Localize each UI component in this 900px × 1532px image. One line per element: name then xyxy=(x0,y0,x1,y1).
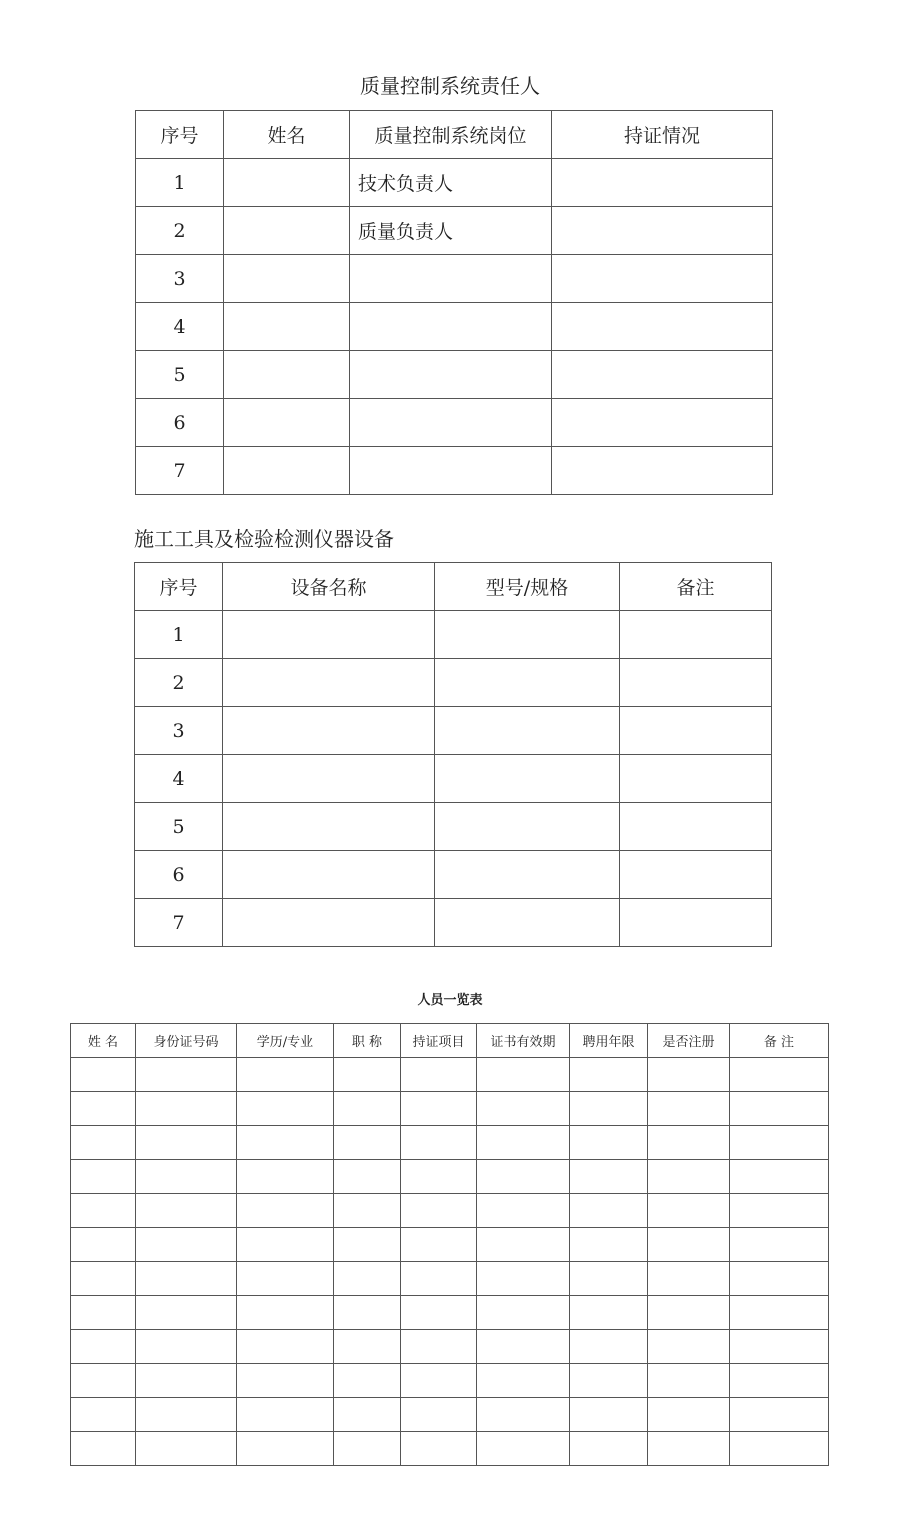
table-cell xyxy=(136,1296,237,1330)
table-row xyxy=(71,1058,829,1092)
table-cell xyxy=(334,1262,401,1296)
table-cell xyxy=(237,1194,334,1228)
header-cell: 设备名称 xyxy=(223,563,435,611)
table-cell xyxy=(401,1330,477,1364)
table-cell xyxy=(334,1228,401,1262)
table-cell xyxy=(552,351,773,399)
table-cell: 2 xyxy=(136,207,224,255)
table-cell xyxy=(71,1432,136,1466)
table-cell: 1 xyxy=(136,159,224,207)
table-cell: 1 xyxy=(135,611,223,659)
table-cell xyxy=(223,803,435,851)
table-cell xyxy=(552,255,773,303)
table-cell xyxy=(401,1364,477,1398)
table-cell xyxy=(570,1092,648,1126)
table-cell xyxy=(237,1296,334,1330)
table-header-row xyxy=(71,1024,829,1058)
table-cell xyxy=(237,1432,334,1466)
table-cell: 5 xyxy=(135,803,223,851)
table-row xyxy=(71,1228,829,1262)
quality-control-table xyxy=(135,110,773,495)
table-cell xyxy=(334,1126,401,1160)
table-cell xyxy=(350,255,552,303)
table-cell xyxy=(350,447,552,495)
table-cell xyxy=(435,707,620,755)
table-cell xyxy=(401,1432,477,1466)
table-cell xyxy=(620,755,772,803)
table-cell xyxy=(71,1228,136,1262)
table-cell xyxy=(570,1296,648,1330)
table-cell xyxy=(730,1126,829,1160)
table-cell xyxy=(477,1194,570,1228)
table-cell xyxy=(237,1262,334,1296)
header-cell: 序号 xyxy=(136,111,224,159)
table-cell xyxy=(730,1160,829,1194)
table-cell: 7 xyxy=(136,447,224,495)
table-cell xyxy=(401,1126,477,1160)
table-cell xyxy=(435,899,620,947)
table-cell xyxy=(136,1228,237,1262)
table-row xyxy=(136,159,773,207)
table-row xyxy=(136,255,773,303)
table-cell xyxy=(237,1092,334,1126)
table-row xyxy=(135,803,772,851)
table-cell xyxy=(648,1160,730,1194)
table-cell xyxy=(224,351,350,399)
table-cell xyxy=(223,851,435,899)
header-cell: 质量控制系统岗位 xyxy=(350,111,552,159)
table-row xyxy=(71,1126,829,1160)
table-cell xyxy=(401,1296,477,1330)
table-cell xyxy=(570,1194,648,1228)
table-cell xyxy=(223,611,435,659)
table-cell xyxy=(71,1058,136,1092)
table-cell xyxy=(350,303,552,351)
table-cell xyxy=(620,851,772,899)
table-cell xyxy=(570,1364,648,1398)
equipment-table xyxy=(134,562,772,947)
table-row xyxy=(136,351,773,399)
table-cell xyxy=(620,707,772,755)
header-cell: 持证情况 xyxy=(552,111,773,159)
table-cell xyxy=(730,1364,829,1398)
table-cell: 6 xyxy=(136,399,224,447)
table-cell xyxy=(71,1126,136,1160)
table-cell xyxy=(648,1262,730,1296)
table-row xyxy=(71,1296,829,1330)
table-cell xyxy=(435,611,620,659)
table-cell xyxy=(552,303,773,351)
table-cell: 7 xyxy=(135,899,223,947)
table-cell xyxy=(730,1194,829,1228)
table-cell xyxy=(552,159,773,207)
table-cell xyxy=(71,1092,136,1126)
table-cell xyxy=(237,1364,334,1398)
table-cell xyxy=(477,1330,570,1364)
table-row xyxy=(136,399,773,447)
table-row xyxy=(135,851,772,899)
header-cell: 持证项目 xyxy=(401,1024,477,1058)
header-cell: 备 注 xyxy=(730,1024,829,1058)
header-cell: 学历/专业 xyxy=(237,1024,334,1058)
table-cell xyxy=(730,1228,829,1262)
table-cell xyxy=(71,1296,136,1330)
table-cell xyxy=(237,1160,334,1194)
table-row xyxy=(135,707,772,755)
table-cell xyxy=(224,255,350,303)
table-row xyxy=(136,447,773,495)
table-cell xyxy=(350,399,552,447)
table-cell xyxy=(334,1330,401,1364)
table-cell xyxy=(224,447,350,495)
table-cell xyxy=(477,1160,570,1194)
table-cell xyxy=(570,1262,648,1296)
table-cell xyxy=(334,1432,401,1466)
header-cell: 聘用年限 xyxy=(570,1024,648,1058)
table-cell: 4 xyxy=(135,755,223,803)
table-cell xyxy=(136,1432,237,1466)
table-cell xyxy=(136,1330,237,1364)
table-row xyxy=(71,1364,829,1398)
table-cell xyxy=(570,1330,648,1364)
table-cell xyxy=(552,399,773,447)
header-cell: 姓名 xyxy=(224,111,350,159)
table-cell xyxy=(570,1058,648,1092)
table-cell xyxy=(136,1126,237,1160)
table-cell xyxy=(334,1160,401,1194)
table-cell xyxy=(730,1092,829,1126)
table-cell xyxy=(570,1126,648,1160)
table-cell xyxy=(71,1160,136,1194)
table-cell xyxy=(570,1432,648,1466)
table-cell xyxy=(334,1296,401,1330)
table-cell xyxy=(648,1296,730,1330)
table-cell xyxy=(435,755,620,803)
table-cell: 4 xyxy=(136,303,224,351)
header-cell: 序号 xyxy=(135,563,223,611)
table-cell xyxy=(477,1126,570,1160)
table-cell xyxy=(71,1398,136,1432)
table-row xyxy=(71,1194,829,1228)
table-cell xyxy=(237,1398,334,1432)
table-cell: 2 xyxy=(135,659,223,707)
header-cell: 职 称 xyxy=(334,1024,401,1058)
table-cell xyxy=(477,1398,570,1432)
table-row xyxy=(71,1398,829,1432)
table-cell xyxy=(401,1092,477,1126)
table-row xyxy=(71,1330,829,1364)
table-cell xyxy=(648,1432,730,1466)
table-cell xyxy=(648,1330,730,1364)
table-header-row xyxy=(135,563,772,611)
table-cell xyxy=(223,899,435,947)
table-cell xyxy=(401,1228,477,1262)
table-cell xyxy=(224,207,350,255)
table-cell xyxy=(570,1398,648,1432)
header-cell: 证书有效期 xyxy=(477,1024,570,1058)
table-cell xyxy=(401,1058,477,1092)
table-cell xyxy=(620,659,772,707)
table-cell xyxy=(552,207,773,255)
header-cell: 备注 xyxy=(620,563,772,611)
header-cell: 姓 名 xyxy=(71,1024,136,1058)
table-cell xyxy=(648,1092,730,1126)
table-cell xyxy=(730,1330,829,1364)
table-cell xyxy=(401,1398,477,1432)
personnel-list-title: 人员一览表 xyxy=(417,993,483,1008)
table-cell xyxy=(136,1160,237,1194)
table-cell xyxy=(334,1058,401,1092)
table-cell xyxy=(730,1432,829,1466)
table-cell xyxy=(620,899,772,947)
table-row xyxy=(136,207,773,255)
table-cell xyxy=(730,1398,829,1432)
personnel-table xyxy=(70,1023,829,1466)
table-cell xyxy=(648,1194,730,1228)
table-cell: 质量负责人 xyxy=(350,207,552,255)
table-cell: 3 xyxy=(136,255,224,303)
table-cell xyxy=(730,1058,829,1092)
table-cell xyxy=(477,1228,570,1262)
table-cell xyxy=(334,1398,401,1432)
table-cell xyxy=(136,1194,237,1228)
table-cell xyxy=(224,303,350,351)
table-cell xyxy=(136,1398,237,1432)
table-cell xyxy=(570,1160,648,1194)
table-cell xyxy=(223,755,435,803)
table-row xyxy=(135,611,772,659)
table-cell xyxy=(401,1262,477,1296)
table-cell xyxy=(136,1058,237,1092)
table-header-row xyxy=(136,111,773,159)
table-cell xyxy=(648,1364,730,1398)
table-cell xyxy=(477,1296,570,1330)
table-cell xyxy=(648,1228,730,1262)
table-cell xyxy=(223,707,435,755)
table-cell xyxy=(334,1092,401,1126)
table-cell xyxy=(223,659,435,707)
table-cell xyxy=(224,399,350,447)
quality-control-title: 质量控制系统责任人 xyxy=(360,74,540,98)
table-cell xyxy=(435,659,620,707)
table-cell xyxy=(401,1194,477,1228)
table-cell xyxy=(71,1194,136,1228)
table-cell xyxy=(237,1330,334,1364)
table-cell xyxy=(401,1160,477,1194)
table-cell xyxy=(224,159,350,207)
table-cell xyxy=(136,1092,237,1126)
table-cell xyxy=(334,1364,401,1398)
table-cell: 5 xyxy=(136,351,224,399)
table-cell xyxy=(648,1398,730,1432)
header-cell: 型号/规格 xyxy=(435,563,620,611)
table-cell xyxy=(552,447,773,495)
table-cell xyxy=(350,351,552,399)
table-cell xyxy=(477,1092,570,1126)
table-cell xyxy=(570,1228,648,1262)
table-cell xyxy=(620,803,772,851)
table-cell xyxy=(477,1058,570,1092)
table-cell xyxy=(136,1364,237,1398)
table-cell xyxy=(435,851,620,899)
table-cell xyxy=(648,1126,730,1160)
table-cell xyxy=(477,1262,570,1296)
table-row xyxy=(71,1092,829,1126)
table-row xyxy=(71,1160,829,1194)
table-cell xyxy=(237,1126,334,1160)
table-row xyxy=(135,899,772,947)
table-cell xyxy=(237,1058,334,1092)
table-cell xyxy=(477,1432,570,1466)
table-cell xyxy=(620,611,772,659)
table-cell xyxy=(71,1262,136,1296)
table-cell xyxy=(71,1330,136,1364)
table-row xyxy=(71,1432,829,1466)
table-cell xyxy=(648,1058,730,1092)
table-cell: 6 xyxy=(135,851,223,899)
table-cell xyxy=(477,1364,570,1398)
table-cell xyxy=(71,1364,136,1398)
table-row xyxy=(135,755,772,803)
table-cell: 技术负责人 xyxy=(350,159,552,207)
table-cell: 3 xyxy=(135,707,223,755)
table-row xyxy=(136,303,773,351)
table-cell xyxy=(237,1228,334,1262)
table-cell xyxy=(435,803,620,851)
table-cell xyxy=(730,1296,829,1330)
equipment-title: 施工工具及检验检测仪器设备 xyxy=(134,527,394,551)
header-cell: 是否注册 xyxy=(648,1024,730,1058)
table-cell xyxy=(334,1194,401,1228)
table-cell xyxy=(730,1262,829,1296)
table-row xyxy=(71,1262,829,1296)
table-row xyxy=(135,659,772,707)
table-cell xyxy=(136,1262,237,1296)
header-cell: 身份证号码 xyxy=(136,1024,237,1058)
